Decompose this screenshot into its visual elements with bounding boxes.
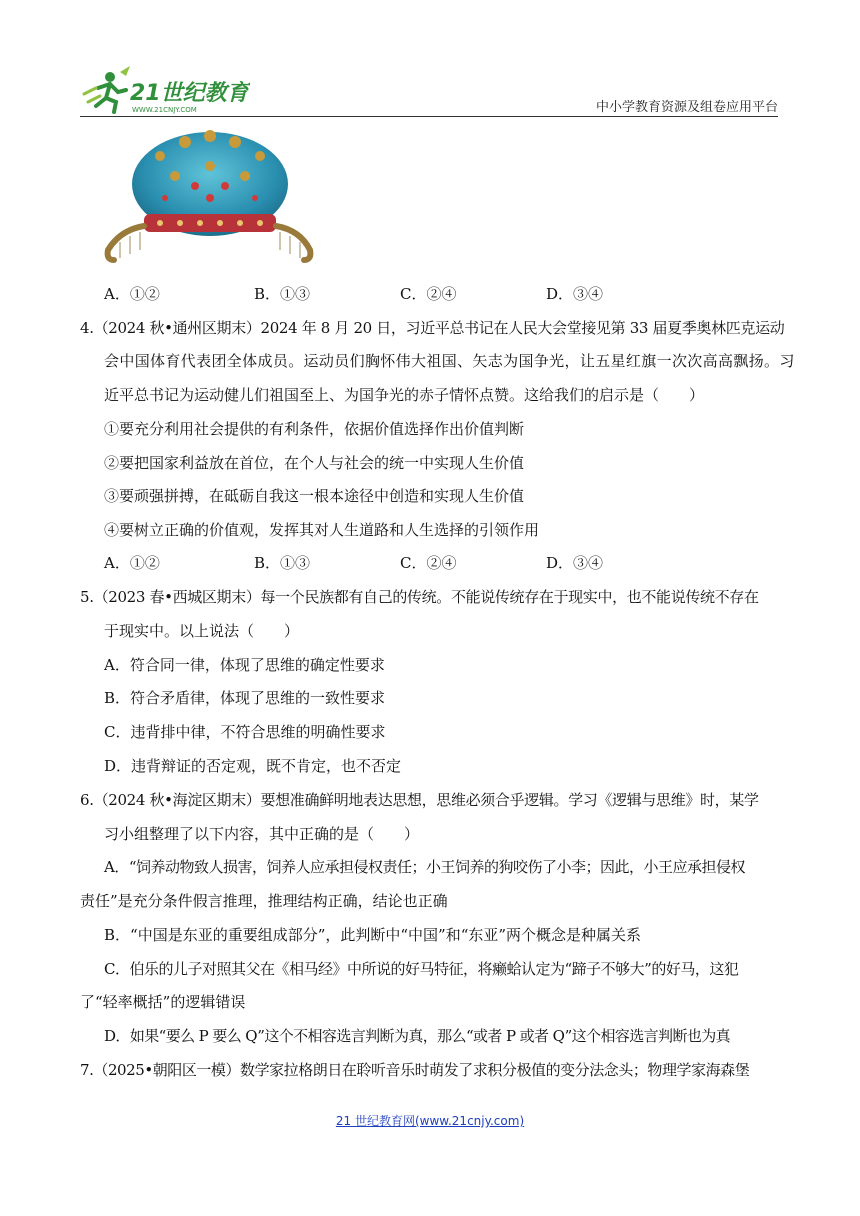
q6-stem-line: 习小组整理了以下内容，其中正确的是（ ）: [104, 825, 420, 843]
q6-stem-line: 6.（2024 秋•海淀区期末）要想准确鲜明地表达思想，思维必须合乎逻辑。学习《逻辑与思维》时，某学: [80, 791, 759, 809]
q5-option-a[interactable]: A．符合同一律，体现了思维的确定性要求: [104, 656, 385, 674]
q5-option-d[interactable]: D．违背辩证的否定观，既不肯定，也不否定: [104, 757, 402, 775]
q5-option-b[interactable]: B．符合矛盾律，体现了思维的一致性要求: [104, 689, 386, 707]
q4-stem-line: 会中国体育代表团全体成员。运动员们胸怀伟大祖国、矢志为国争光，让五星红旗一次次高高飘扬。习: [104, 352, 795, 370]
q4-item: ②要把国家利益放在首位，在个人与社会的统一中实现人生价值: [104, 454, 525, 472]
q5-stem-line: 5.（2023 春•西城区期末）每一个民族都有自己的传统。不能说传统存在于现实中，也不能说传统不存在: [80, 588, 759, 606]
logo-text: 21世纪教育: [130, 81, 249, 106]
q6-option-a[interactable]: A．“饲养动物致人损害，饲养人应承担侵权责任；小王饲养的狗咬伤了小李；因此，小王应承担侵权: [104, 858, 746, 876]
q4-item: ③要顽强拼搏，在砥砺自我这一根本途径中创造和实现人生价值: [104, 487, 525, 505]
q4-stem-line: 近平总书记为运动健儿们祖国至上、为国争光的赤子情怀点赞。这给我们的启示是（ ）: [104, 386, 705, 404]
q4-option-a[interactable]: A．①②: [104, 554, 160, 572]
q6-option-c-cont: 了“轻率概括”的逻辑错误: [80, 993, 246, 1011]
q4-option-c[interactable]: C．②④: [400, 554, 457, 572]
q5-stem-line: 于现实中。以上说法（ ）: [104, 622, 300, 640]
phoenix-crown-image: [100, 126, 320, 268]
q6-option-b[interactable]: B．“中国是东亚的重要组成部分”，此判断中“中国”和“东亚”两个概念是种属关系: [104, 926, 642, 944]
page-footer: [0, 1112, 860, 1129]
q5-option-c[interactable]: C．违背排中律，不符合思维的明确性要求: [104, 723, 386, 741]
q3-option-b[interactable]: B．①③: [254, 285, 311, 303]
page-header: [80, 66, 778, 118]
q3-option-d[interactable]: D．③④: [546, 285, 604, 303]
logo-url: WWW.21CNJY.COM: [132, 106, 197, 114]
footer-link[interactable]: 21 世纪教育网(www.21cnjy.com): [335, 1114, 525, 1128]
q3-option-a[interactable]: A．①②: [104, 285, 160, 303]
q4-stem-line: 4.（2024 秋•通州区期末）2024 年 8 月 20 日，习近平总书记在人民大会堂接见第 33 届夏季奥林匹克运动: [80, 319, 785, 337]
q4-item: ①要充分利用社会提供的有利条件，依据价值选择作出价值判断: [104, 420, 525, 438]
header-divider: [80, 116, 778, 117]
q7-stem-line: 7.（2025•朝阳区一模）数学家拉格朗日在聆听音乐时萌发了求积分极值的变分法念头；物理学家海森堡: [80, 1061, 750, 1079]
q4-option-d[interactable]: D．③④: [546, 554, 604, 572]
q6-option-a-cont: 责任”是充分条件假言推理，推理结构正确，结论也正确: [80, 892, 448, 910]
q4-item: ④要树立正确的价值观，发挥其对人生道路和人生选择的引领作用: [104, 521, 540, 539]
platform-title: 中小学教育资源及组卷应用平台: [595, 100, 778, 115]
site-logo: [80, 66, 250, 118]
q3-option-c[interactable]: C．②④: [400, 285, 457, 303]
q6-option-c[interactable]: C．伯乐的儿子对照其父在《相马经》中所说的好马特征，将癞蛤认定为“蹄子不够大”的好马，这犯: [104, 960, 739, 978]
q4-option-b[interactable]: B．①③: [254, 554, 311, 572]
q6-option-d[interactable]: D．如果“要么 P 要么 Q”这个不相容选言判断为真，那么“或者 P 或者 Q”这个相容选言判断也为真: [104, 1027, 731, 1045]
